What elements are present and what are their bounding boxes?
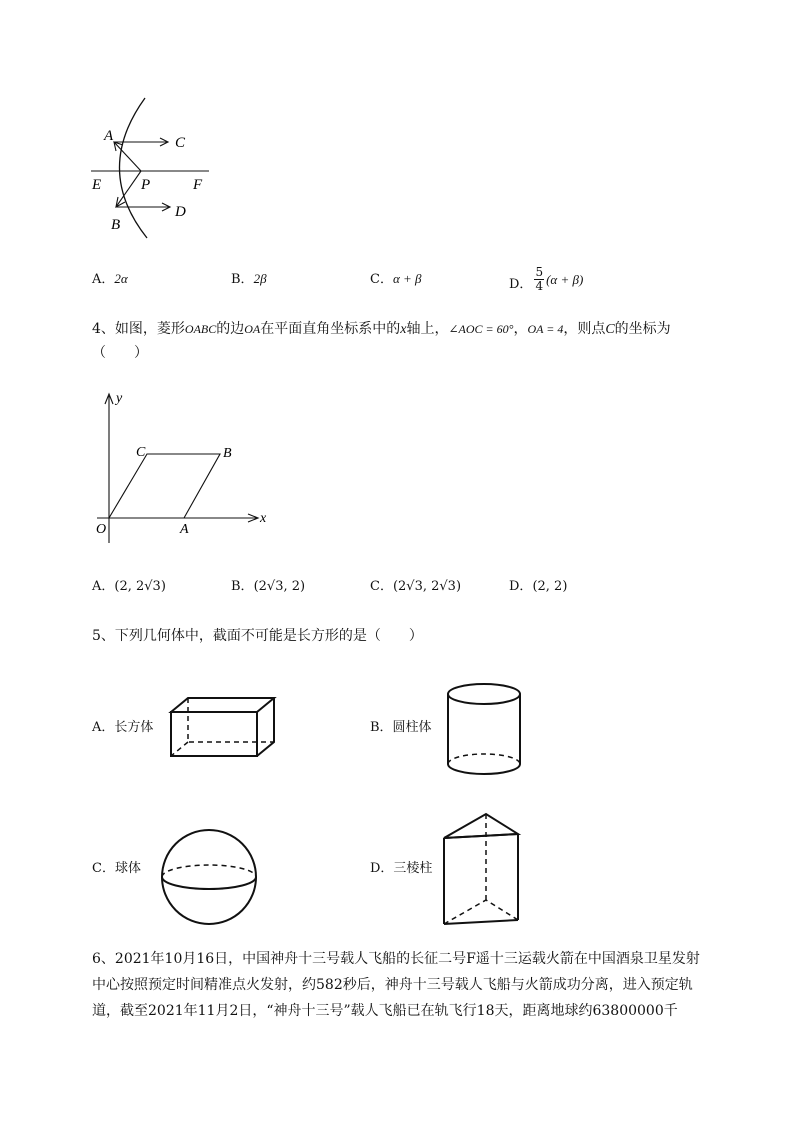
q4-text: 在平面直角坐标系中的 (260, 321, 401, 337)
fraction-numerator: 5 (535, 264, 544, 279)
option-label: A． (92, 579, 115, 594)
q3-option-b[interactable] (231, 268, 267, 291)
label-a: A (180, 522, 189, 537)
q3-option-a[interactable] (92, 268, 128, 291)
cylinder-top (448, 684, 520, 704)
q6-line3: 道，截至2021年11月2日，“神舟十三号”载人飞船已在轨飞行18天，距离地球约63800000千 (92, 1003, 678, 1019)
q4-stem-line2: （ ） (92, 345, 148, 361)
cuboid-top-face (171, 698, 274, 712)
q5-option-d[interactable]: D．三棱柱 (370, 861, 433, 876)
q4-text: ，则点 (563, 321, 606, 337)
q4-math-angle: ∠AOC = 60° (448, 322, 514, 336)
q4-math-oa4: OA = 4 (527, 322, 564, 336)
fraction (534, 266, 544, 293)
prism-top-front-edge (444, 834, 518, 838)
q4-math-oabc: OABC (184, 322, 217, 336)
ray-pa (114, 142, 141, 171)
option-math: (2√3, 2) (253, 579, 306, 594)
option-label: B． (231, 579, 254, 594)
option-label: C． (370, 272, 393, 287)
q4-option-d[interactable] (509, 576, 567, 598)
cylinder-figure (444, 680, 526, 780)
q4-option-b[interactable] (231, 576, 305, 598)
prism-bottom-edge (444, 920, 518, 924)
option-label: C． (370, 579, 393, 594)
rhombus-oabc (109, 454, 220, 518)
q4-text: 的坐标为 (614, 321, 671, 337)
q6-line2: 中心按照预定时间精准点火发射，约582秒后，神舟十三号载人飞船与火箭成功分离，进入预定轨 (92, 977, 693, 993)
label-c: C (136, 445, 146, 460)
label-f: F (193, 177, 203, 193)
label-x: x (260, 511, 267, 526)
sphere-equator-back (162, 865, 256, 877)
q4-stem-line1 (92, 318, 671, 341)
option-math: (2, 2) (532, 579, 568, 594)
cuboid-figure (166, 694, 278, 762)
q4-text: ， (513, 321, 528, 337)
q5-option-a[interactable]: A．长方体 (92, 720, 154, 735)
q3-option-c[interactable] (370, 268, 422, 291)
q4-text: 的边 (216, 321, 245, 337)
option-math: (α + β) (546, 272, 584, 287)
sphere-outline (162, 830, 256, 924)
q4-text: 轴上， (406, 321, 449, 337)
label-c: C (175, 135, 186, 151)
cuboid-hidden-edges (188, 698, 274, 742)
q4-option-c[interactable] (370, 576, 461, 598)
q4-math-oa: OA (244, 322, 261, 336)
q4-figure (92, 388, 282, 548)
option-math: 2α (114, 271, 128, 286)
label-d: D (175, 204, 186, 220)
q3-option-d[interactable] (509, 262, 583, 296)
q4-math-x: x (400, 322, 407, 337)
label-b: B (111, 217, 121, 233)
cuboid-right-edges (257, 698, 274, 756)
option-math: 2β (253, 271, 267, 286)
label-p: P (141, 177, 151, 193)
q4-text: 4、如图，菱形 (92, 321, 185, 337)
option-math: α + β (392, 271, 422, 286)
sphere-equator-front (162, 877, 256, 889)
label-b: B (223, 446, 232, 461)
option-math: (2√3, 2√3) (392, 579, 462, 594)
label-o: O (96, 522, 107, 537)
cylinder-bottom-back (448, 754, 520, 764)
q6-line1: 6、2021年10月16日，中国神舟十三号载人飞船的长征二号F遥十三运载火箭在中国酒泉卫星发射 (92, 951, 700, 967)
option-math: (2, 2√3) (114, 579, 166, 594)
curved-mirror (119, 98, 147, 238)
cylinder-bottom-front (448, 764, 520, 774)
q5-option-c[interactable]: C．球体 (92, 861, 141, 876)
option-label: B． (231, 272, 254, 287)
option-label: D． (509, 579, 533, 594)
cuboid-hidden-edge (171, 742, 188, 756)
cuboid-front-face (171, 712, 257, 756)
label-y: y (116, 391, 123, 406)
fraction-denominator: 4 (535, 278, 544, 293)
q3-figure (85, 92, 220, 242)
option-label: D． (509, 277, 533, 292)
sphere-figure (158, 826, 260, 928)
label-e: E (92, 177, 102, 193)
q4-math-c: C (605, 322, 615, 337)
label-a: A (104, 128, 114, 144)
q5-stem: 5、下列几何体中，截面不可能是长方形的是（ ） (92, 628, 423, 644)
q4-option-a[interactable] (92, 576, 166, 598)
triangular-prism-figure (438, 808, 524, 928)
option-label: A． (92, 272, 115, 287)
q5-option-b[interactable]: B．圆柱体 (370, 720, 432, 735)
